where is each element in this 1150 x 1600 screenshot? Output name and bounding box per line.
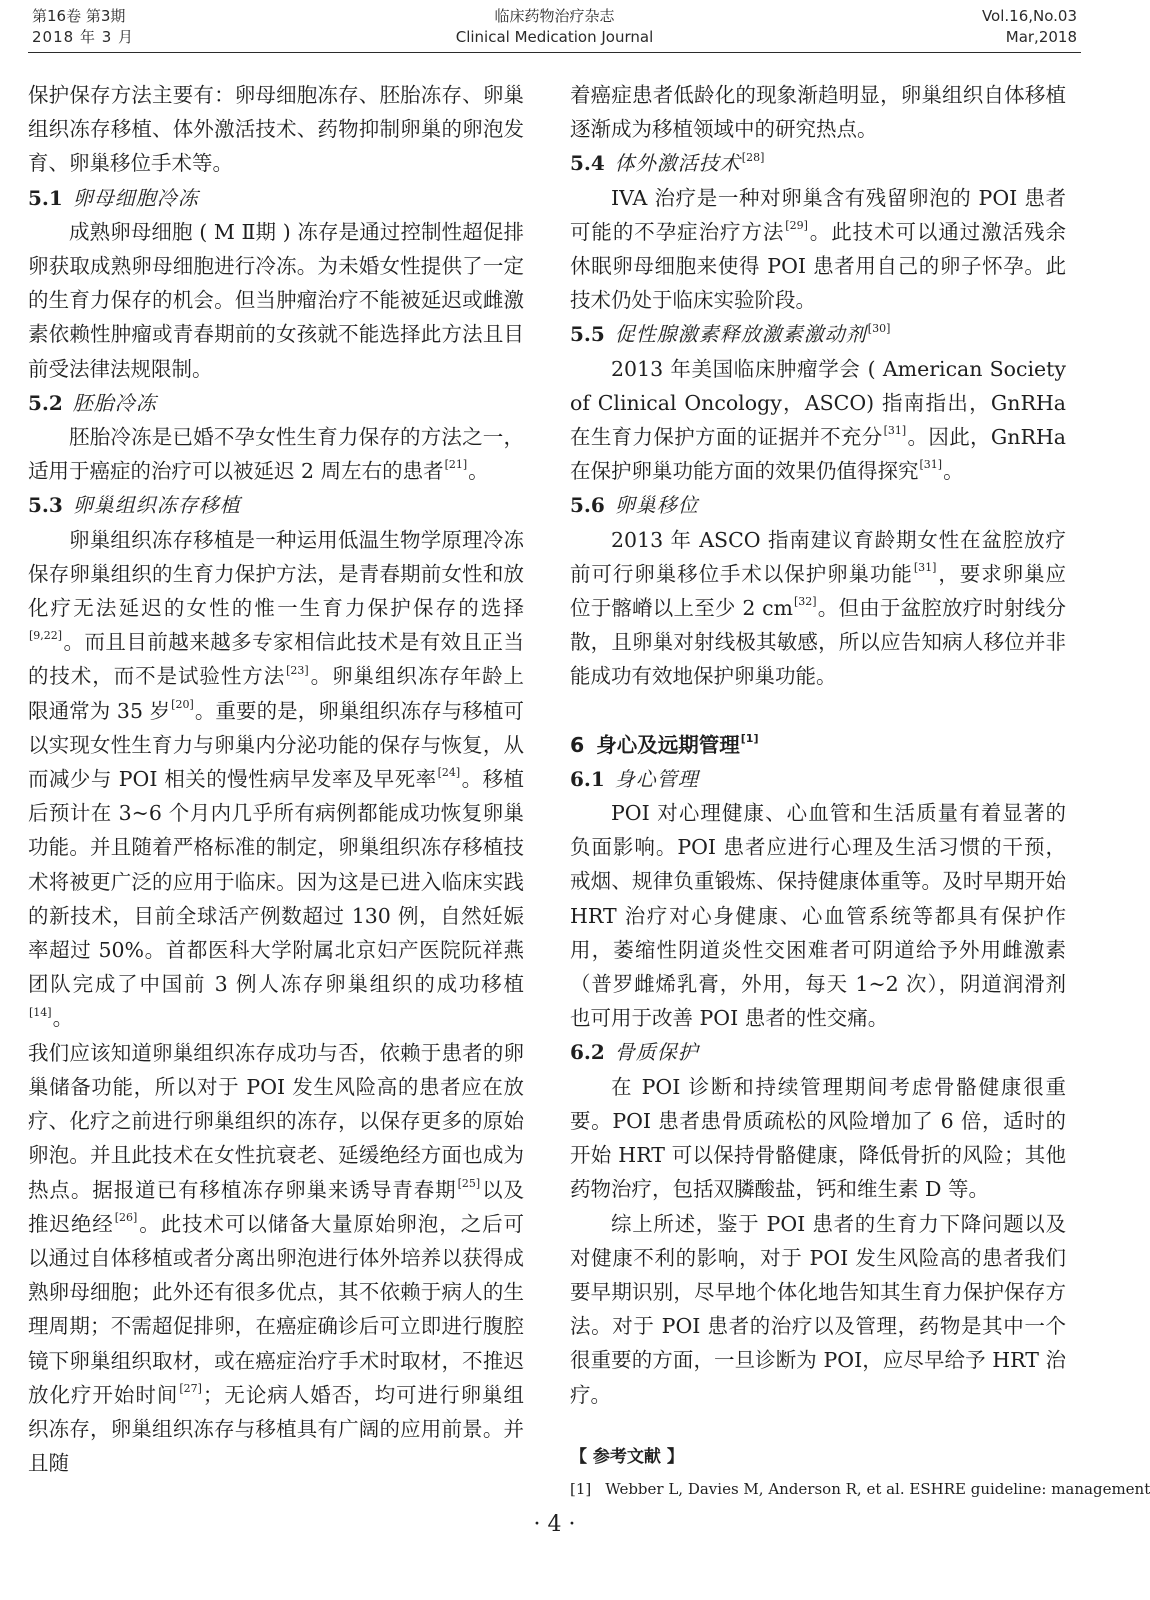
intro-paragraph: 保护保存方法主要有：卵母细胞冻存、胚胎冻存、卵巢组织冻存移植、体外激活技术、药物抑制卵巢的卵泡发育、卵巢移位手术等。 — [28, 83, 524, 176]
paragraph: 成熟卵母细胞 ( M Ⅱ期 ) 冻存是通过控制性超促排卵获取成熟卵母细胞进行冷冻。为未婚女性提供了一定的生育力保存的机会。但当肿瘤治疗不能被延迟或雌激素依赖性肿瘤或青春期前的女孩就不能选择此方法且目前受法律法规限制。 — [28, 219, 524, 381]
citation: [27] — [179, 1381, 202, 1395]
journal-title-cn: 临床药物治疗杂志 — [494, 7, 615, 25]
header-journal-title — [28, 6, 1081, 48]
header-volume-en: Vol.16,No.03 — [981, 7, 1077, 25]
page-number: · 4 · — [533, 1512, 576, 1537]
header-date-en: Mar,2018 — [1005, 28, 1077, 46]
text-run: 2013 年 ASCO 指南建议育龄期女性在盆腔放疗前可行卵巢移位手术以保护卵巢功能 — [570, 527, 1066, 586]
citation: [1] — [740, 731, 759, 745]
reference-text: Webber L, Davies M, Anderson R, et al. ESHRE guideline: management — [605, 1479, 1150, 1498]
section-number: 5.5 — [570, 322, 605, 347]
paragraph: 综上所述，鉴于 POI 患者的生育力下降问题以及对健康不利的影响，对于 POI 发生风险高的患者我们要早期识别，尽早地个体化地告知其生育力保护保存方法。对于 POI 患者的治疗以及管理，药物是其中一个很重要的方面，一旦诊断为 POI，应尽早给予 HRT 治疗。 — [570, 1211, 1066, 1407]
section-title: 卵巢移位 — [614, 493, 699, 518]
citation: [31] — [913, 560, 937, 574]
section-title: 骨质保护 — [614, 1040, 699, 1065]
section-heading-5-2 — [28, 386, 524, 420]
section-heading-6-2 — [570, 1035, 1066, 1069]
citation: [31] — [919, 458, 943, 472]
section-heading-5-1 — [28, 181, 524, 215]
reference-item — [570, 1478, 1150, 1500]
section-title: 体外激活技术 — [614, 151, 741, 176]
citation: [30] — [867, 321, 891, 335]
section-title: 身心管理 — [614, 766, 699, 791]
citation: [21] — [444, 458, 468, 472]
citation: [23] — [286, 663, 309, 677]
section-title: 胚胎冷冻 — [72, 390, 157, 415]
references-heading: 【 参考文献 】 — [570, 1446, 684, 1467]
citation: [20] — [171, 697, 194, 711]
section-title: 卵母细胞冷冻 — [72, 185, 199, 210]
header-issue-info-en — [982, 6, 1077, 48]
citation: [31] — [883, 424, 907, 438]
paragraph — [28, 1036, 524, 1481]
paragraph — [570, 181, 1066, 318]
text-run: ；无论病人婚否，均可进行卵巢组织冻存，卵巢组织冻存与移植具有广阔的应用前景。并且随 — [28, 1382, 525, 1476]
text-run: 。卵巢组织冻存年龄上限通常为 35 岁 — [28, 664, 525, 723]
section-number: 5.4 — [570, 151, 605, 176]
text-run: 。重要的是，卵巢组织冻存与移植可以实现女性生育力与卵巢内分泌功能的保存与恢复，从而减少与 POI 相关的慢性病早发率及早死率 — [28, 698, 525, 792]
right-column — [570, 78, 1150, 1500]
section-heading-5-6 — [570, 488, 1066, 522]
paragraph — [570, 352, 1066, 489]
citation: [26] — [114, 1210, 138, 1224]
text-run: 2013 年美国临床肿瘤学会 ( American Society of Clinical Oncology，ASCO) 指南指出，GnRHa 在生育力保护方面的证据并不充分 — [570, 356, 1066, 450]
paragraph: 在 POI 诊断和持续管理期间考虑骨骼健康很重要。POI 患者患骨质疏松的风险增加了 6 倍，适时的开始 HRT 可以保持骨骼健康，降低骨折的风险；其他药物治疗，包括双膦酸盐，钙和维生素 D 等。 — [570, 1074, 1066, 1202]
paragraph: POI 对心理健康、心血管和生活质量有着显著的负面影响。POI 患者应进行心理及生活习惯的干预，戒烟、规律负重锻炼、保持健康体重等。及时早期开始 HRT 治疗对心身健康、心血管系统等都具有保护作用，萎缩性阴道炎性交困难者可阴道给予外用雌激素（普罗雌烯乳膏，外用，每天 1~2 次），阴道润滑剂也可用于改善 POI 患者的性交痛。 — [570, 801, 1066, 1031]
section-number: 6.2 — [570, 1040, 605, 1065]
citation: [25] — [457, 1176, 481, 1190]
text-run: 胚胎冷冻是已婚不孕女性生育力保存的方法之一，适用于癌症的治疗可以被延迟 2 周左右的患者 — [28, 425, 524, 484]
section-title: 身心及远期管理 — [596, 732, 740, 757]
section-heading-5-3 — [28, 488, 524, 522]
text-run: ，要求卵巢应位于髂嵴以上至少 2 cm — [570, 561, 1067, 621]
text-run: 。但由于盆腔放疗时射线分散，且卵巢对射线极其敏感，所以应告知病人移位并非能成功有效地保护卵巢功能。 — [570, 596, 1066, 689]
text-run: 我们应该知道卵巢组织冻存成功与否，依赖于患者的卵巢储备功能，所以对于 POI 发生风险高的患者应在放疗、化疗之前进行卵巢组织的冻存，以保存更多的原始卵泡。并且此技术在女性抗衰老、延缓绝经方面也成为热点。据报道已有移植冻存卵巢来诱导青春期 — [28, 1040, 524, 1202]
section-number: 6.1 — [570, 766, 605, 791]
paragraph — [570, 523, 1066, 694]
section-title: 促性腺激素释放激素激动剂 — [614, 322, 867, 347]
reference-number: [1] — [570, 1479, 592, 1498]
citation: [24] — [437, 766, 461, 780]
citation: [32] — [794, 595, 817, 609]
left-column — [28, 78, 524, 1480]
paragraph-continued: 着癌症患者低龄化的现象渐趋明显，卵巢组织自体移植逐渐成为移植领域中的研究热点。 — [570, 83, 1066, 142]
section-number: 5.6 — [570, 493, 605, 518]
text-run: 以及推迟绝经 — [28, 1177, 525, 1236]
section-title: 卵巢组织冻存移植 — [72, 493, 241, 518]
section-heading-6 — [570, 728, 1066, 762]
paragraph — [28, 420, 524, 488]
paragraph — [28, 523, 524, 1036]
text-run: 。而且目前越来越多专家相信此技术是有效且正当的技术，而不是试验性方法 — [28, 630, 524, 689]
citation: [9,22] — [29, 629, 63, 643]
text-run: 。因此，GnRHa 在保护卵巢功能方面的效果仍值得探究 — [570, 425, 1066, 484]
text-run: IVA 治疗是一种对卵巢含有残留卵泡的 POI 患者可能的不孕症治疗方法 — [570, 185, 1066, 244]
running-header — [28, 0, 1081, 53]
text-run: 卵巢组织冻存移植是一种运用低温生物学原理冷冻保存卵巢组织的生育力保护方法，是青春期前女性和放化疗无法延迟的女性的惟一生育力保护保存的选择 — [28, 527, 524, 621]
section-heading-6-1 — [570, 762, 1066, 796]
section-number: 5.3 — [28, 493, 63, 518]
section-number: 6 — [570, 732, 585, 757]
header-date: 2018 年 3 月 — [32, 28, 135, 46]
text-run: 。此技术可以储备大量原始卵泡，之后可以通过自体移植或者分离出卵泡进行体外培养以获得成熟卵母细胞；此外还有很多优点，其不依赖于病人的生理周期；不需超促排卵，在癌症确诊后可立即进行腹腔镜下卵巢组织取材，或在癌症治疗手术时取材，不推迟放化疗开始时间 — [28, 1211, 525, 1407]
header-volume: 第16卷 第3期 — [32, 7, 126, 25]
text-run: 。 — [468, 459, 489, 484]
text-run: 。移植后预计在 3~6 个月内几乎所有病例都能成功恢复卵巢功能。并且随着严格标准的制定，卵巢组织冻存移植技术将被更广泛的应用于临床。因为这是已进入临床实践的新技术，目前全球活产例数超过 130 例，自然妊娠率超过 50%。首都医科大学附属北京妇产医院阮祥燕团队完成了中国前 3 例人冻存卵巢组织的成功移植 — [28, 767, 525, 997]
section-heading-5-5 — [570, 317, 1066, 351]
citation: [14] — [29, 1005, 52, 1019]
text-run: 。此技术可以通过激活残余休眠卵母细胞来使得 POI 患者用自己的卵子怀孕。此技术仍处于临床实验阶段。 — [570, 219, 1067, 313]
section-number: 5.2 — [28, 390, 63, 415]
journal-title-en: Clinical Medication Journal — [455, 28, 654, 46]
section-heading-5-4 — [570, 146, 1066, 180]
citation: [29] — [785, 218, 808, 232]
citation: [28] — [741, 150, 765, 164]
text-run: 。 — [943, 459, 964, 484]
text-run: 。 — [52, 1006, 74, 1031]
section-number: 5.1 — [28, 185, 63, 210]
